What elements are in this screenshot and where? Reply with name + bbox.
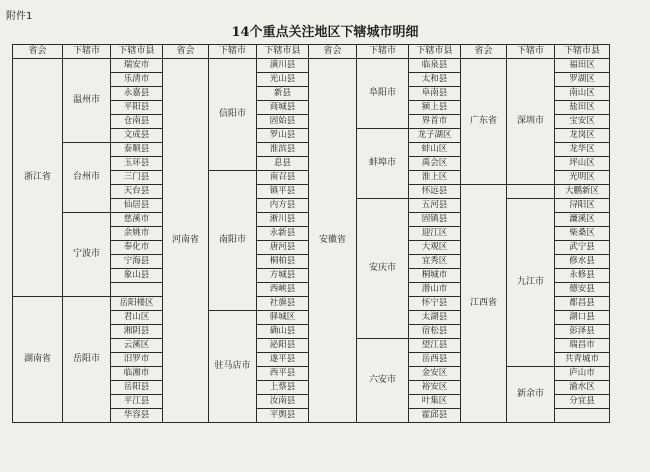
county-cell: 泰顺县: [111, 143, 163, 157]
county-cell: 南召县: [257, 171, 309, 185]
county-cell: 柴桑区: [555, 227, 610, 241]
county-cell: 颍上县: [409, 101, 461, 115]
city-cell: 九江市: [507, 199, 555, 367]
county-cell: 宜秀区: [409, 255, 461, 269]
province-cell: 江西省: [461, 185, 507, 423]
county-cell: 淅川县: [257, 213, 309, 227]
county-cell: 西平县: [257, 367, 309, 381]
county-cell: 桐柏县: [257, 255, 309, 269]
table-row: [13, 59, 610, 73]
county-cell: 大观区: [409, 241, 461, 255]
county-cell: 光山县: [257, 73, 309, 87]
county-cell: 君山区: [111, 311, 163, 325]
city-cell: 蚌埠市: [357, 129, 409, 199]
county-cell: 怀宁县: [409, 297, 461, 311]
county-cell: 社旗县: [257, 297, 309, 311]
city-cell: 南阳市: [209, 171, 257, 311]
county-cell: 固始县: [257, 115, 309, 129]
county-cell: 仓南县: [111, 115, 163, 129]
city-cell: 温州市: [63, 59, 111, 143]
county-cell: 内方县: [257, 199, 309, 213]
county-cell: 临泉县: [409, 59, 461, 73]
county-cell: 太和县: [409, 73, 461, 87]
city-cell: 阜阳市: [357, 59, 409, 129]
city-cell: 六安市: [357, 339, 409, 423]
column-header: 省会: [461, 45, 507, 59]
city-cell: 驻马店市: [209, 311, 257, 423]
column-header: 下辖市县: [409, 45, 461, 59]
city-table: [12, 44, 610, 423]
attachment-note: 附件1: [6, 11, 33, 22]
county-cell: 平江县: [111, 395, 163, 409]
county-cell: 汨罗市: [111, 353, 163, 367]
county-cell: 宿松县: [409, 325, 461, 339]
county-cell: 永嘉县: [111, 87, 163, 101]
page-title: 14个重点关注地区下辖城市明细: [231, 25, 419, 40]
county-cell: 都昌县: [555, 297, 610, 311]
county-cell: 龙子湖区: [409, 129, 461, 143]
county-cell: 潢川县: [257, 59, 309, 73]
county-cell: 湘阴县: [111, 325, 163, 339]
county-cell: 瑞安市: [111, 59, 163, 73]
county-cell: 固镇县: [409, 213, 461, 227]
county-cell: 方城县: [257, 269, 309, 283]
county-cell: 太湖县: [409, 311, 461, 325]
column-header: 下辖市县: [257, 45, 309, 59]
county-cell: 罗山县: [257, 129, 309, 143]
city-cell: 深圳市: [507, 59, 555, 185]
county-cell: 岳西县: [409, 353, 461, 367]
county-cell: 宝安区: [555, 115, 610, 129]
county-cell: 修水县: [555, 255, 610, 269]
county-cell: 岳阳县: [111, 381, 163, 395]
county-cell: 渝水区: [555, 381, 610, 395]
province-cell: 广东省: [461, 59, 507, 185]
county-cell: 华容县: [111, 409, 163, 423]
county-cell: 湖口县: [555, 311, 610, 325]
header-row: [13, 45, 610, 59]
county-cell: 象山县: [111, 269, 163, 283]
county-cell: 潜山市: [409, 283, 461, 297]
province-cell: 安徽省: [309, 59, 357, 423]
province-cell: 河南省: [163, 59, 209, 423]
county-cell: 镇平县: [257, 185, 309, 199]
city-cell: 岳阳市: [63, 297, 111, 423]
county-cell: 泌阳县: [257, 339, 309, 353]
city-cell: 新余市: [507, 367, 555, 423]
county-cell: 上蔡县: [257, 381, 309, 395]
column-header: 省会: [163, 45, 209, 59]
city-cell: 安庆市: [357, 199, 409, 339]
county-cell: 平阳县: [111, 101, 163, 115]
city-cell: 信阳市: [209, 59, 257, 171]
county-cell: 西峡县: [257, 283, 309, 297]
county-cell: 彭泽县: [555, 325, 610, 339]
column-header: 下辖市县: [555, 45, 610, 59]
county-cell: 余姚市: [111, 227, 163, 241]
county-cell: [555, 409, 610, 423]
county-cell: 仙居县: [111, 199, 163, 213]
county-cell: 确山县: [257, 325, 309, 339]
county-cell: 玉环县: [111, 157, 163, 171]
county-cell: 分宜县: [555, 395, 610, 409]
county-cell: 濂溪区: [555, 213, 610, 227]
county-cell: 岳阳楼区: [111, 297, 163, 311]
county-cell: 三门县: [111, 171, 163, 185]
county-cell: 南山区: [555, 87, 610, 101]
column-header: 下辖市: [357, 45, 409, 59]
county-cell: 乐清市: [111, 73, 163, 87]
county-cell: 商城县: [257, 101, 309, 115]
column-header: 下辖市: [209, 45, 257, 59]
county-cell: 坪山区: [555, 157, 610, 171]
county-cell: 宁海县: [111, 255, 163, 269]
county-cell: 界首市: [409, 115, 461, 129]
county-cell: 浔阳区: [555, 199, 610, 213]
county-cell: 叶集区: [409, 395, 461, 409]
county-cell: 龙华区: [555, 143, 610, 157]
city-cell: [507, 185, 555, 199]
county-cell: 德安县: [555, 283, 610, 297]
county-cell: 桐城市: [409, 269, 461, 283]
column-header: 下辖市县: [111, 45, 163, 59]
county-cell: 新县: [257, 87, 309, 101]
county-cell: 瑞昌市: [555, 339, 610, 353]
county-cell: 禹会区: [409, 157, 461, 171]
column-header: 省会: [309, 45, 357, 59]
province-cell: 湖南省: [13, 297, 63, 423]
county-cell: 驿城区: [257, 311, 309, 325]
county-cell: 阜南县: [409, 87, 461, 101]
county-cell: 共青城市: [555, 353, 610, 367]
county-cell: 汝南县: [257, 395, 309, 409]
county-cell: 天台县: [111, 185, 163, 199]
county-cell: 光明区: [555, 171, 610, 185]
county-cell: 永修县: [555, 269, 610, 283]
county-cell: [111, 283, 163, 297]
county-cell: 文成县: [111, 129, 163, 143]
county-cell: 盐田区: [555, 101, 610, 115]
county-cell: 大鹏新区: [555, 185, 610, 199]
city-cell: 台州市: [63, 143, 111, 213]
county-cell: 蚌山区: [409, 143, 461, 157]
county-cell: 霍邱县: [409, 409, 461, 423]
county-cell: 平舆县: [257, 409, 309, 423]
county-cell: 临湘市: [111, 367, 163, 381]
county-cell: 永新县: [257, 227, 309, 241]
county-cell: 奉化市: [111, 241, 163, 255]
county-cell: 福田区: [555, 59, 610, 73]
city-cell: 宁波市: [63, 213, 111, 297]
county-cell: 五河县: [409, 199, 461, 213]
county-cell: 迎江区: [409, 227, 461, 241]
county-cell: 庐山市: [555, 367, 610, 381]
county-cell: 金安区: [409, 367, 461, 381]
column-header: 省会: [13, 45, 63, 59]
column-header: 下辖市: [507, 45, 555, 59]
column-header: 下辖市: [63, 45, 111, 59]
county-cell: 慈溪市: [111, 213, 163, 227]
county-cell: 裕安区: [409, 381, 461, 395]
county-cell: 怀远县: [409, 185, 461, 199]
county-cell: 唐河县: [257, 241, 309, 255]
county-cell: 遂平县: [257, 353, 309, 367]
county-cell: 息县: [257, 157, 309, 171]
county-cell: 武宁县: [555, 241, 610, 255]
county-cell: 望江县: [409, 339, 461, 353]
county-cell: 龙岗区: [555, 129, 610, 143]
county-cell: 罗湖区: [555, 73, 610, 87]
county-cell: 淮上区: [409, 171, 461, 185]
county-cell: 淮滨县: [257, 143, 309, 157]
province-cell: 浙江省: [13, 59, 63, 297]
county-cell: 云溪区: [111, 339, 163, 353]
